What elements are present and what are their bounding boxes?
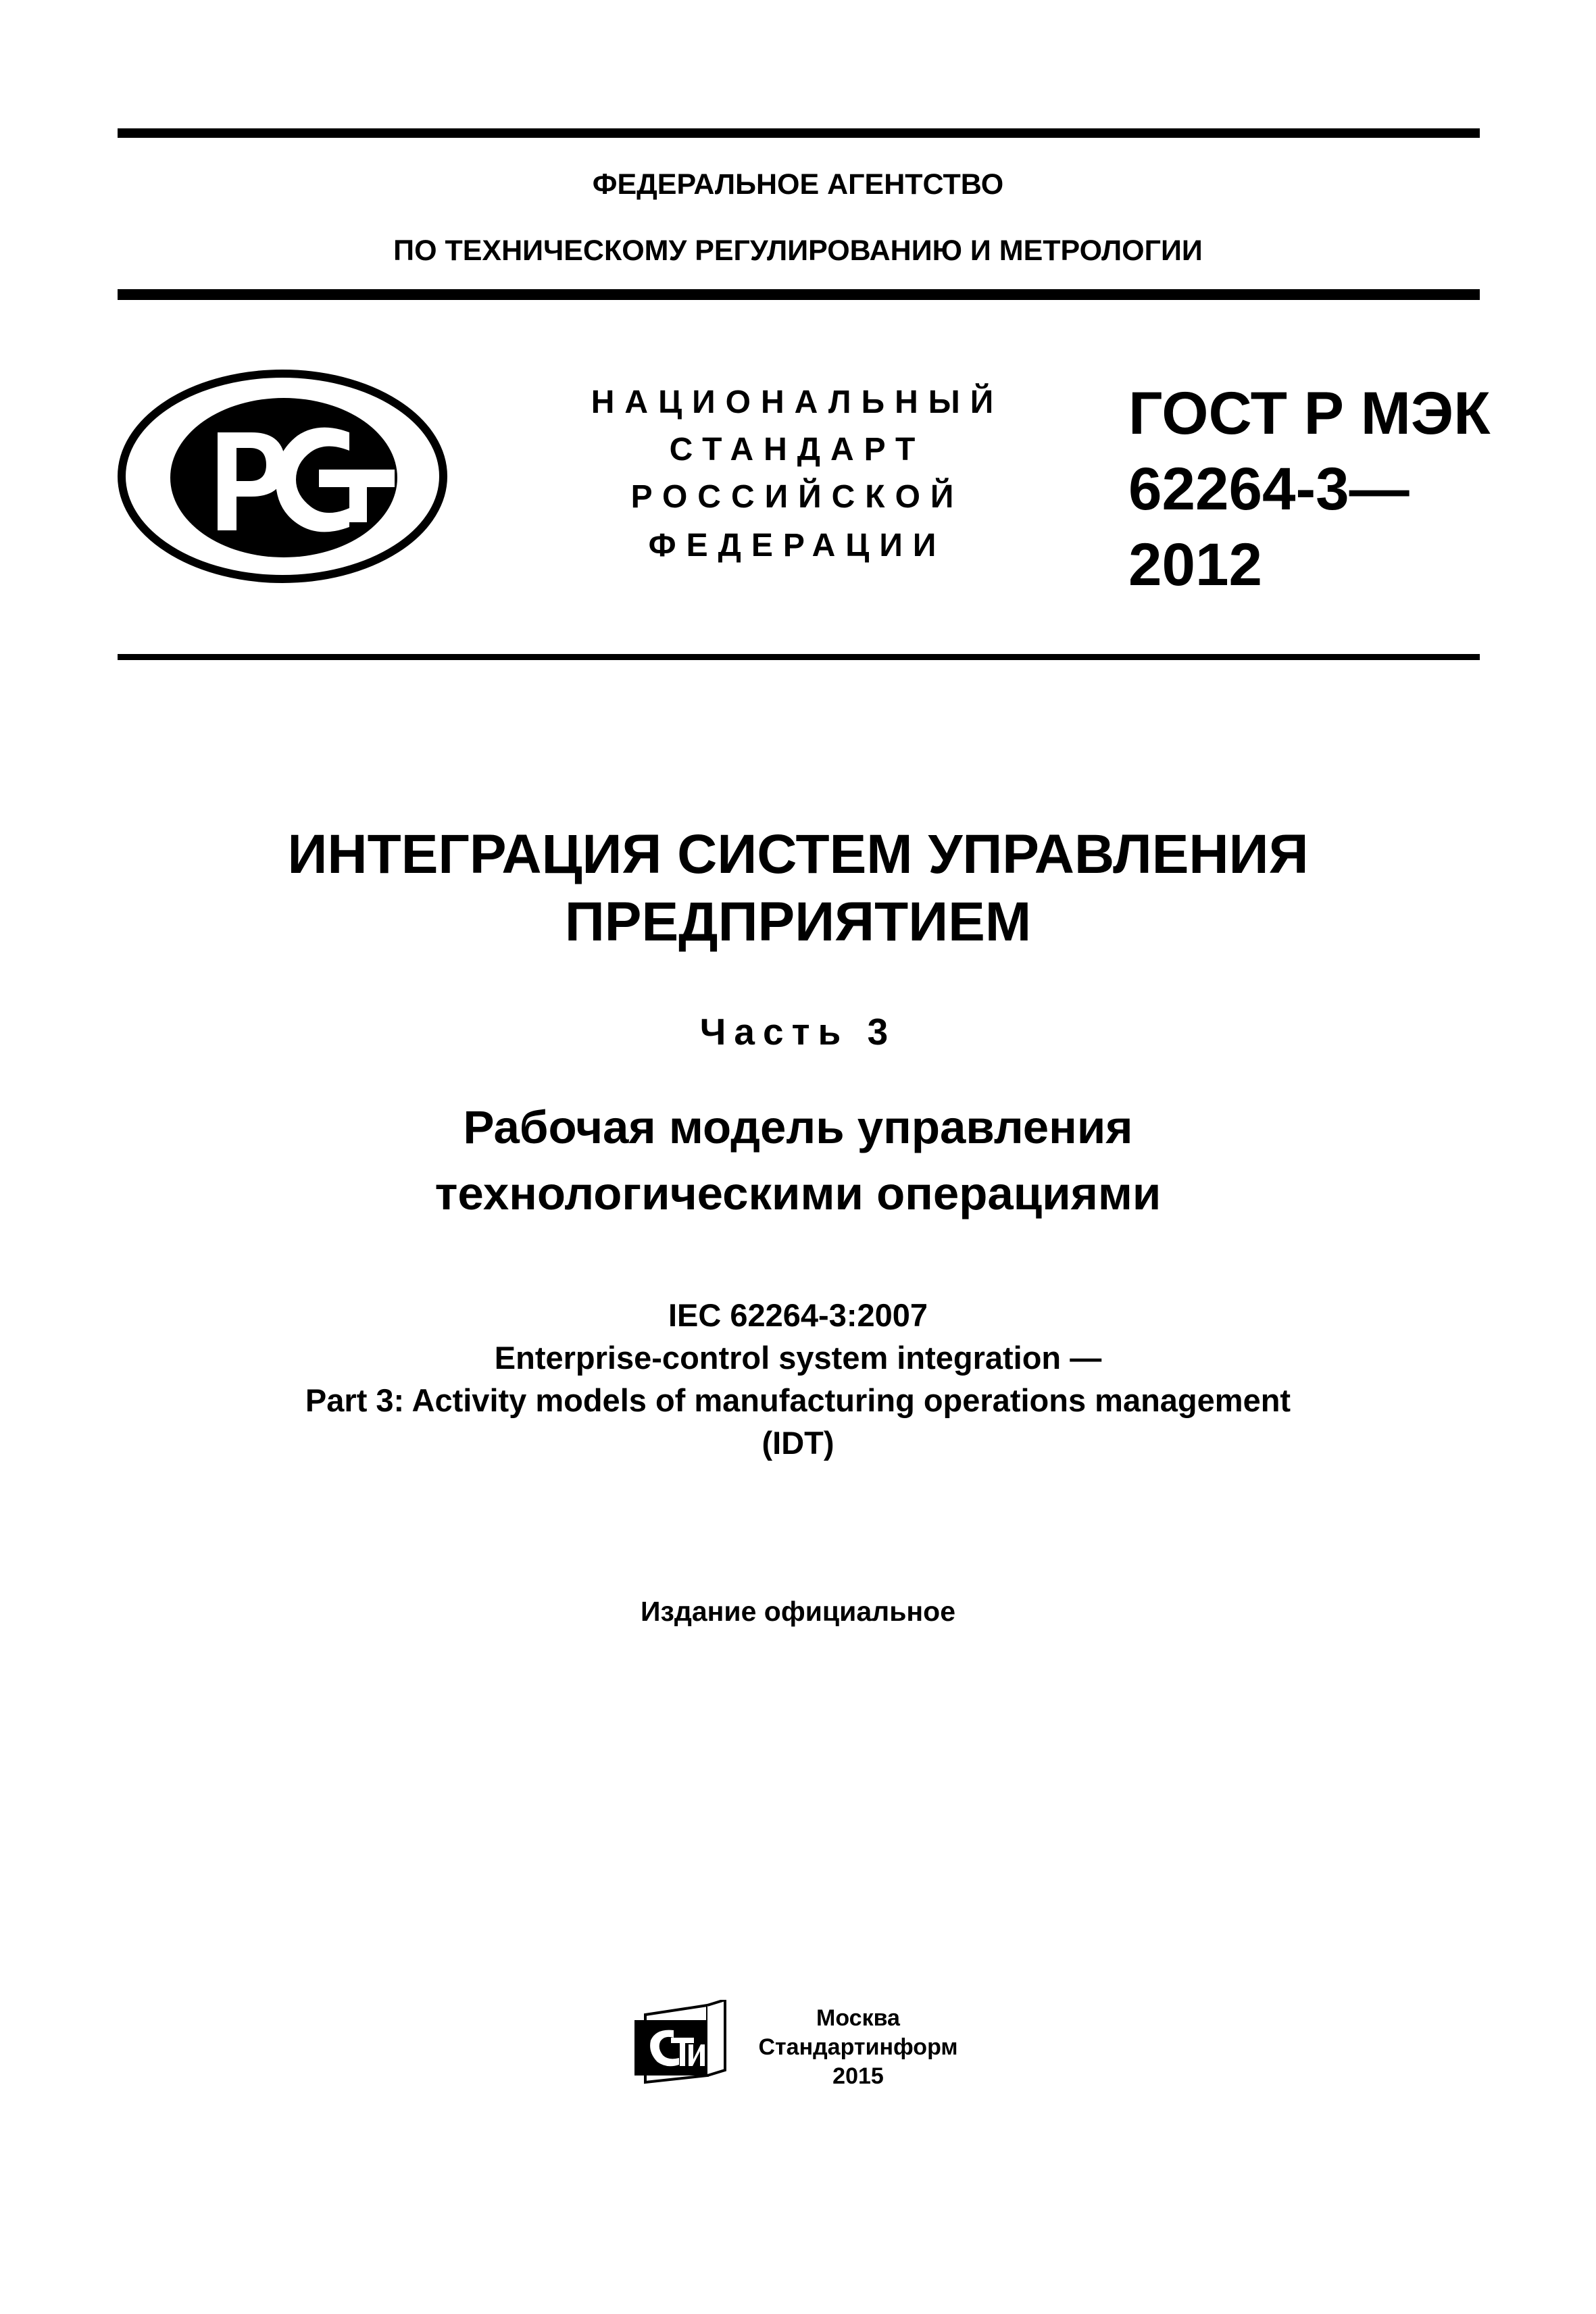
rst-certification-logo-icon — [116, 368, 449, 584]
iec-identity: (IDT) — [762, 1425, 834, 1461]
edition-note: Издание официальное — [640, 1596, 956, 1627]
standard-designation — [1128, 375, 1491, 602]
top-rule — [118, 128, 1480, 138]
iec-title-line-2: Part 3: Activity models of manufacturing operations management — [305, 1382, 1291, 1418]
publisher-city: Москва — [816, 2005, 900, 2031]
national-standard-line-3: РОССИЙСКОЙ — [630, 479, 964, 515]
header-rule — [118, 289, 1480, 300]
iec-number: IEC 62264-3:2007 — [668, 1297, 928, 1333]
standartinform-logo-icon — [632, 2000, 733, 2088]
national-standard-line-1: НАЦИОНАЛЬНЫЙ — [591, 384, 1004, 420]
designation-line-3: 2012 — [1128, 530, 1262, 598]
national-standard-line-2: СТАНДАРТ — [669, 432, 926, 468]
iec-title-line-1: Enterprise-control system integration — — [494, 1340, 1102, 1376]
part-title-line-2: технологическими операциями — [434, 1167, 1162, 1219]
national-standard-line-4: ФЕДЕРАЦИИ — [648, 528, 947, 563]
agency-line-1: ФЕДЕРАЛЬНОЕ АГЕНТСТВО — [592, 168, 1004, 201]
publisher-name: Стандартинформ — [758, 2034, 958, 2060]
title-line-1: ИНТЕГРАЦИЯ СИСТЕМ УПРАВЛЕНИЯ — [287, 824, 1309, 885]
title-line-2: ПРЕДПРИЯТИЕМ — [564, 891, 1032, 953]
designation-line-1: ГОСТ Р МЭК — [1128, 379, 1491, 447]
part-title-line-1: Рабочая модель управления — [463, 1101, 1133, 1153]
agency-line-2: ПО ТЕХНИЧЕСКОМУ РЕГУЛИРОВАНИЮ И МЕТРОЛОГИИ — [393, 234, 1203, 267]
title-rule — [118, 654, 1480, 660]
publication-year: 2015 — [832, 2063, 884, 2089]
designation-line-2: 62264-3— — [1128, 455, 1410, 522]
part-label: Часть 3 — [699, 1011, 897, 1053]
